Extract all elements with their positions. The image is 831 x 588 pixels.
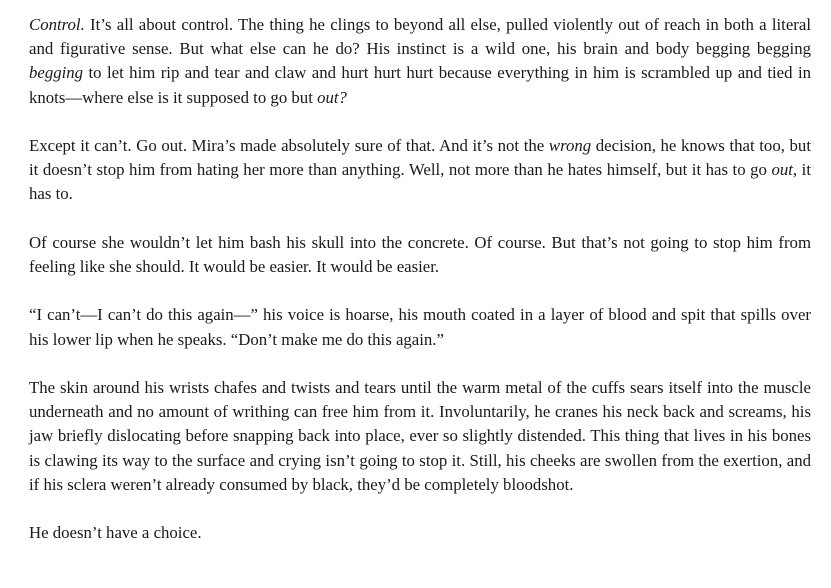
paragraph-2-run-3: decision, he knows that too, but it doesn’t stop him from hating her more than anything. Well, not more than he hates himself, but it has to go (29, 136, 811, 180)
paragraph-2 (29, 134, 811, 207)
paragraph-2-run-2: wrong (548, 136, 592, 155)
paragraph-2-run-4: out, (771, 160, 798, 180)
paragraph-1-run-4: to let him rip and tear and claw and hurt hurt hurt because everything in him is scrambled up and tied in knots—where else is it supposed to go but (29, 63, 811, 107)
paragraph-6-run-1: He doesn’t have a choice. (29, 523, 202, 543)
paragraph-3-run-1: Of course she wouldn’t let him bash his skull into the concrete. Of course. But that’s not going to stop him from feeling like she should. It would be easier. It would be easier. (29, 232, 811, 276)
paragraph-5-run-1: The skin around his wrists chafes and twists and tears until the warm metal of the cuffs sears itself into the muscle underneath and no amount of writhing can free him from it. Involuntarily, he cranes his neck back and screams, his jaw briefly dislocating before snapping back into place, ever so slightly distended. This thing that lives in his bones is clawing its way to the surface and crying isn’t going to stop it. Still, his cheeks are swollen from the exertion, and if his sclera weren’t already consumed by black, they’d be completely bloodshot. (29, 377, 811, 494)
paragraph-1-run-3: begging (29, 63, 84, 83)
paragraph-3 (29, 231, 811, 279)
paragraph-2-run-1: Except it can’t. Go out. Mira’s made absolutely sure of that. And it’s not the (29, 136, 549, 155)
paragraph-6 (29, 521, 811, 545)
paragraph-1-run-1: Control. (29, 15, 85, 34)
paragraph-5 (29, 376, 811, 497)
paragraph-1-run-2: It’s all about control. The thing he clings to beyond all else, pulled violently out of reach in both a literal and figurative sense. But what else can he do? His instinct is a wild one, his brain and body begging begging (29, 15, 811, 59)
paragraph-4-run-1: “I can’t—I can’t do this again—” his voice is hoarse, his mouth coated in a layer of blood and spit that spills over his lower lip when he speaks. “Don’t make me do this again.” (29, 305, 811, 349)
paragraph-1-run-5: out? (317, 87, 347, 107)
paragraph-4 (29, 303, 811, 351)
paragraph-1 (29, 13, 811, 110)
paragraph-2-run-5: it has to. (29, 160, 811, 204)
